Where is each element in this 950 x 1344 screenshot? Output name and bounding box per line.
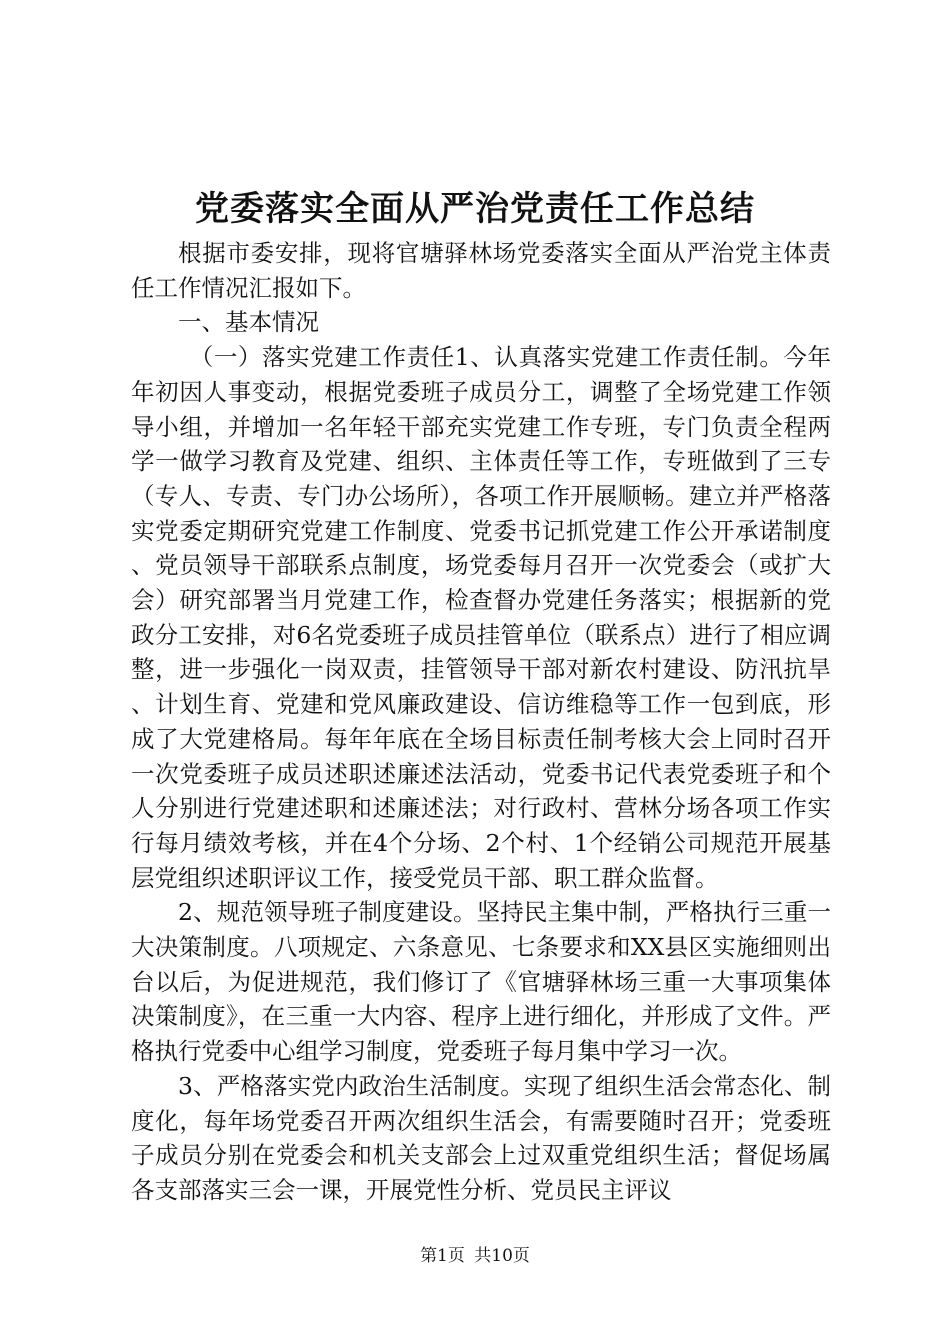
document-body <box>131 236 831 1208</box>
paragraph-item-1: （一）落实党建工作责任1、认真落实党建工作责任制。今年年初因人事变动，根据党委班子成员分工，调整了全场党建工作领导小组，并增加一名年轻干部充实党建工作专班，专门负责全程两学一做学习教育及党建、组织、主体责任等工作，专班做到了三专（专人、专责、专门办公场所），各项工作开展顺畅。建立并严格落实党委定期研究党建工作制度、党委书记抓党建工作公开承诺制度、党员领导干部联系点制度，场党委每月召开一次党委会（或扩大会）研究部署当月党建工作，检查督办党建任务落实；根据新的党政分工安排，对6名党委班子成员挂管单位（联系点）进行了相应调整，进一步强化一岗双责，挂管领导干部对新农村建设、防汛抗旱、计划生育、党建和党风廉政建设、信访维稳等工作一包到底，形成了大党建格局。每年年底在全场目标责任制考核大会上同时召开一次党委班子成员述职述廉述法活动，党委书记代表党委班子和个人分别进行党建述职和述廉述法；对行政村、营林分场各项工作实行每月绩效考核，并在4个分场、2个村、1个经销公司规范开展基层党组织述职评议工作，接受党员干部、职工群众监督。 <box>131 343 831 892</box>
section-heading: 一、基本情况 <box>178 308 319 337</box>
document-title: 党委落实全面从严治党责任工作总结 <box>195 189 755 229</box>
paragraph-intro: 根据市委安排，现将官塘驿林场党委落实全面从严治党主体责任工作情况汇报如下。 <box>131 239 831 302</box>
page-footer <box>0 1245 950 1267</box>
paragraph-item-3: 3、严格落实党内政治生活制度。实现了组织生活会常态化、制度化，每年场党委召开两次组织生活会，有需要随时召开；党委班子成员分别在党委会和机关支部会上过双重党组织生活；督促场属各支部落实三会一课，开展党性分析、党员民主评议 <box>131 1071 831 1204</box>
page-total: 共10页 <box>474 1246 530 1266</box>
paragraph-item-2: 2、规范领导班子制度建设。坚持民主集中制，严格执行三重一大决策制度。八项规定、六条意见、七条要求和XX县区实施细则出台以后，为促进规范，我们修订了《官塘驿林场三重一大事项集体决策制度》，在三重一大内容、程序上进行细化，并形成了文件。严格执行党委中心组学习制度，党委班子每月集中学习一次。 <box>131 898 831 1066</box>
page-number: 第1页 <box>420 1246 465 1266</box>
